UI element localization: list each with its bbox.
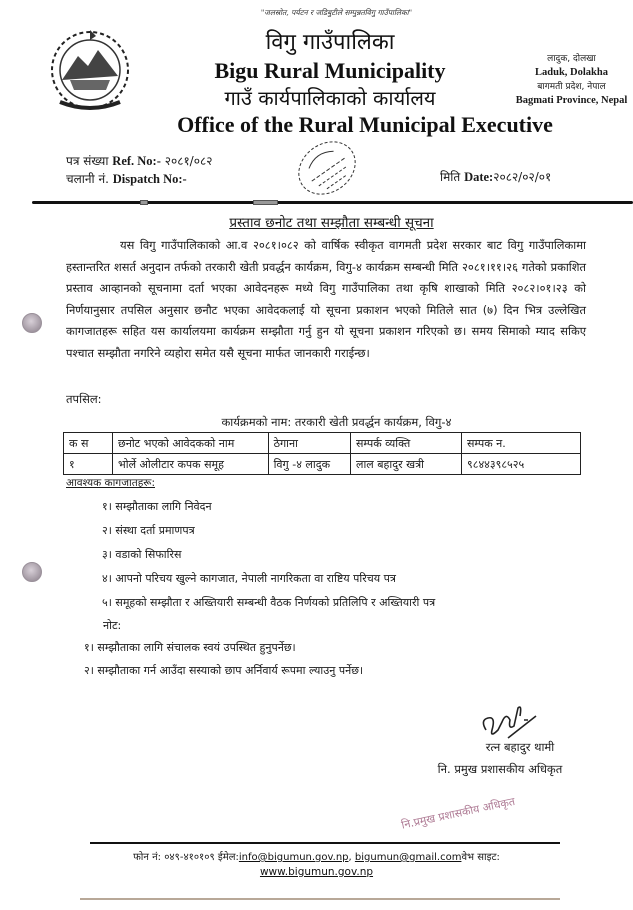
website-label: वेभ साइट: (461, 852, 500, 863)
dispatch-number (66, 170, 212, 188)
signatory-name: रत्न बहादुर थामी (485, 740, 555, 754)
email-link-info[interactable]: info@bigumun.gov.np (238, 852, 349, 863)
reference-block (66, 152, 212, 188)
address-block (510, 52, 633, 108)
bottom-divider (80, 898, 560, 900)
notice-body (66, 235, 586, 364)
required-documents-list (102, 495, 435, 615)
separator: , (348, 852, 352, 863)
ref-number (66, 152, 212, 170)
table-row (64, 454, 581, 475)
address-line-3: बागमती प्रदेश, नेपाल (537, 82, 606, 92)
selected-applicants-table (63, 432, 581, 475)
date-value: २०८२/०२/०१ (493, 170, 552, 184)
table-header-row (64, 433, 581, 454)
punch-hole-icon (22, 313, 42, 333)
list-item: १। सम्झौताका लागि संचालक स्वयं उपस्थित हुनुपर्नेछ। (84, 641, 296, 654)
date-label-np: मिति (440, 170, 461, 184)
ref-label-np: पत्र संख्या (66, 154, 109, 168)
cell-applicant: भोर्ले ओलीटार कपक समूह (113, 454, 269, 475)
program-name: कार्यक्रमको नाम: तरकारी खेती प्रवर्द्धन कार्यक्रम, विगु-४ (221, 415, 452, 429)
col-header-applicant: छनोट भएको आवेदकको नाम (113, 433, 269, 454)
list-item: १। सम्झौताका लागि निवेदन (102, 500, 212, 513)
list-item: २। संस्था दर्ता प्रमाणपत्र (102, 524, 195, 537)
tapasil-label: तपसिल: (66, 392, 102, 406)
list-item: ४। आपनो परिचय खुल्ने कागजात, नेपाली नागरिकता वा राष्टिय परिचय पत्र (102, 572, 396, 585)
list-item: २। सम्झौताका गर्न आउँदा सस्याको छाप अर्निवार्य रूपमा ल्याउनु पर्नेछ। (84, 664, 364, 677)
cell-contact-number: ९८४४३९८५२५ (462, 454, 581, 475)
cell-sn: १ (64, 454, 113, 475)
list-item: ५। समूहको सम्झौता र अख्तियारी सम्बन्धी वैठक निर्णयको प्रतिलिपि र अख्तियारी पत्र (102, 596, 436, 609)
office-name-en: Office of the Rural Municipal Executive (177, 112, 553, 137)
phone-label: फोन नं: (133, 852, 162, 863)
date-label-en: Date: (464, 170, 494, 184)
cell-contact-person: लाल बहादुर खत्री (351, 454, 462, 475)
required-documents-heading: आवश्यक कागजातहरू: (66, 477, 155, 489)
col-header-contact-number: सम्पक न. (462, 433, 581, 454)
col-header-contact-person: सम्पर्क व्यक्ति (351, 433, 462, 454)
signature-icon (478, 700, 538, 745)
dispatch-label-en: Dispatch No:- (112, 172, 187, 186)
signatory-stamp: नि.प्रमुख प्रशासकीय अधिकृत (400, 794, 517, 832)
municipality-name-np: विगु गाउँपालिका (265, 30, 395, 55)
phone-number: ०४९-४१०१०९ (164, 852, 215, 863)
website-link[interactable]: www.bigumun.gov.np (259, 866, 374, 878)
notes-heading: नोट: (103, 619, 122, 632)
header-divider (32, 201, 633, 204)
nepal-emblem-icon (40, 18, 140, 118)
address-line-2: Laduk, Dolakha (535, 67, 608, 78)
notes-list (84, 636, 363, 682)
slogan: "जलस्रोत, पर्यटन र जडिबुटीले सम्पुन्नतविगु गाउँपालिका" (260, 8, 413, 17)
ref-value: २०८१/०८२ (164, 154, 213, 168)
list-item: ३। वडाको सिफारिस (102, 548, 182, 561)
address-line-4: Bagmati Province, Nepal (515, 95, 628, 106)
col-header-sn: क स (64, 433, 113, 454)
email-label: ईमेल: (217, 852, 239, 863)
ref-label-en: Ref. No:- (112, 154, 161, 168)
cell-address: विगु -४ लादुक (268, 454, 350, 475)
municipality-name-en: Bigu Rural Municipality (214, 58, 446, 83)
dispatch-label-np: चलानी नं. (66, 172, 109, 186)
footer-website (0, 866, 633, 878)
office-seal-icon (282, 128, 372, 208)
divider-mark (253, 200, 278, 205)
notice-body-text: यस विगु गाउँपालिकाको आ.व २०८१।०८२ को वार्षिक स्वीकृत वागमती प्रदेश सरकार बाट विगु गाउँपालिकामा हस्तान्तरित शसर्त अनुदान तर्फको तरकारी खेती प्रवर्द्धन कार्यक्रम, विगु-४ कार्यक्रम सम्बन्धी मिति २०८१।११।२६ गतेको प्रकाशित प्रस्ताव आव्हानको सूचनामा दर्ता भएका आवेदनहरू मध्ये विगु गाउँपालिका तथा कृषि शाखाको मिति २०८२।०१।२३ को निर्णयानुसार तपसिल अनुसार छनौट भएका आवेदकलाई यो सूचना प्रकाशन भएको मितिले सात (७) दिन भित्र उल्लेखित कागजातहरू सहित यस कार्यालयमा कार्यक्रम सम्झौता गर्नु हुन यो सूचना प्रकाशन गरिएको छ। समय सिमाको म्याद सकिए पश्चात सम्झौता नगरिने व्यहोरा समेत यसै सूचना मार्फत जानकारी गराईन्छ। (66, 238, 586, 360)
col-header-address: ठेगाना (268, 433, 350, 454)
email-link-gmail[interactable]: bigumun@gmail.com (354, 852, 462, 863)
office-name-np: गाउँ कार्यपालिकाको कार्यालय (224, 86, 436, 110)
footer-contact (0, 849, 633, 863)
divider-mark (140, 200, 148, 205)
notice-title: प्रस्ताव छनोट तथा सम्झौता सम्बन्धी सूचना (229, 215, 434, 231)
signatory-title: नि. प्रमुख प्रशासकीय अधिकृत (437, 762, 563, 776)
date-block (440, 168, 551, 185)
footer-divider (90, 842, 560, 844)
address-line-1: लादुक, दोलखा (547, 54, 596, 64)
punch-hole-icon (22, 562, 42, 582)
